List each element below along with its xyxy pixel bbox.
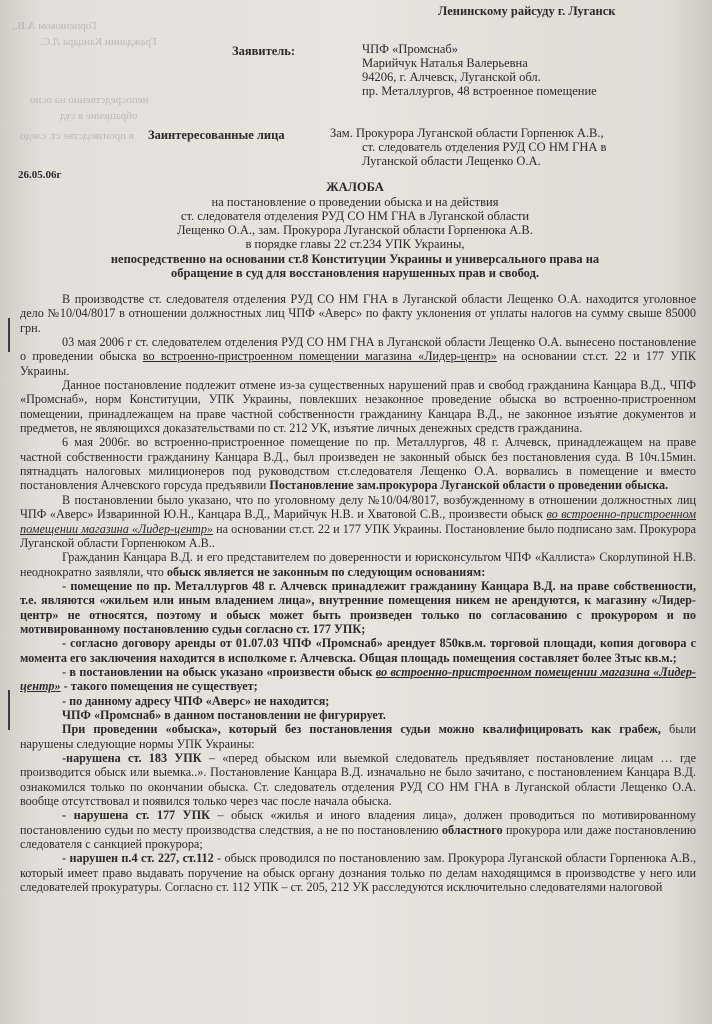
interested-line: Луганской области Лещенко О.А. bbox=[362, 154, 541, 168]
subtitle-bold-line: непосредственно на основании ст.8 Конституции Украины и универсального права на bbox=[110, 252, 600, 266]
paragraph: -нарушена ст. 183 УПК – «перед обыском или выемкой следователь предъявляет постановление лицам … где производится обыск или выемка..». Постановление Канцара В.Д. изначально не было зачитано, с постановлением Канцара В.Д. ознакомился только по окончании обыска. Ст. следователь отделения РУД СО НМ ГНА в Луганской области Лещенко О.А. вообще отсутствовал и появился только через час после начала обыска. bbox=[20, 751, 696, 809]
paragraph: - нарушена ст. 177 УПК – обыск «жилья и иного владения лица», должен проводиться по мотивированному постановлению судьи по месту производства следствия, а не по постановлению областного прокурора или даже постановлению следователя с санкцией прокурора; bbox=[20, 808, 696, 852]
interested-line: ст. следователь отделения РУД СО НМ ГНА в bbox=[362, 140, 607, 154]
subtitle-line: ст. следователя отделения РУД СО НМ ГНА в Луганской области bbox=[180, 209, 530, 223]
applicant-line: пр. Металлургов, 48 встроенное помещение bbox=[362, 84, 597, 98]
margin-mark bbox=[8, 690, 10, 730]
document-date: 26.05.06г bbox=[18, 169, 62, 181]
applicant-line: Марийчук Наталья Валерьевна bbox=[362, 56, 528, 70]
bleed-through-text: Гражданин Канцара Л.С. bbox=[40, 36, 157, 48]
paragraph: В постановлении было указано, что по уголовному делу №10/04/8017, возбужденному в отношении должностных лиц ЧПФ «Аверс» Изваринной Ю.Н., Канцара В.Д., Марийчук Н.В. и Хватовой С.В., произвести обыск во встроенно-пристроенном помещении магазина «Лидер-центр» на основании ст.ст. 22 и 177 УПК Украины. Постановление было подписано зам. Прокурора Луганской области Горпенюком А.В.. bbox=[20, 492, 696, 550]
applicant-line: ЧПФ «Промснаб» bbox=[362, 42, 458, 56]
interested-label: Заинтересованные лица bbox=[148, 128, 285, 142]
subtitle-bold-line: обращение в суд для восстановления нарушенных прав и свобод. bbox=[170, 266, 540, 280]
paragraph: Данное постановление подлежит отмене из-за существенных нарушений прав и свобод гражданина Канцара В.Д., ЧПФ «Промснаб», норм Конституции, УПК Украины, повлекших незаконное проведение обыска во встроенно-пристроенном помещении, принадлежащем на праве частной собственности гражданину Канцара В.Д., не законное изъятие документов и предметов, не являющихся доказательствами по ст. 212 УК, изъятие личных денежных средств гражданина. bbox=[20, 378, 696, 436]
subtitle-line: в порядке главы 22 ст.234 УПК Украины, bbox=[245, 237, 465, 251]
bleed-through-text: в производстве ст. следо bbox=[20, 130, 134, 142]
paragraph: При проведении «обыска», который без постановления судьи можно квалифицировать как грабеж, были нарушены следующие нормы УПК Украины: bbox=[20, 722, 696, 751]
paragraph: - по данному адресу ЧПФ «Аверс» не находится; bbox=[62, 693, 330, 708]
paragraph: ЧПФ «Промснаб» в данном постановлении не фигурирует. bbox=[62, 707, 386, 722]
applicant-label: Заявитель: bbox=[232, 44, 296, 58]
paragraph: В производстве ст. следователя отделения РУД СО НМ ГНА в Луганской области Лещенко О.А. находится уголовное дело №10/04/8017 в отношении должностных лиц ЧПФ «Аверс» по факту уклонения от уплаты налогов на сумму свыше 85000 грн. bbox=[20, 292, 696, 335]
addressee: Ленинскому райсуду г. Луганск bbox=[438, 4, 616, 18]
margin-mark bbox=[8, 318, 10, 352]
bleed-through-text: Горпенюком А.В., bbox=[12, 20, 97, 32]
paragraph: Гражданин Канцара В.Д. и его представителем по доверенности и юрисконсультом ЧПФ «Каллиста» Скорлупиной Н.В. неоднократно заявляли, что обыск является не законным по следующим основаниям: bbox=[20, 550, 696, 579]
bleed-through-text: обращение в суд bbox=[60, 110, 138, 122]
applicant-line: 94206, г. Алчевск, Луганской обл. bbox=[362, 70, 541, 84]
complaint-body bbox=[20, 292, 696, 894]
paragraph: - помещение по пр. Металлургов 48 г. Алчевск принадлежит гражданину Канцара В.Д. на праве собственности, т.е. являются «жильем или иным владением лица», внутренние помещения никем не арендуются, к магазину «Лидер-центр» не относятся, поэтому и обыск может быть произведен только по согласованию с прокурором и по мотивированному постановлению судьи согласно ст. 177 УПК; bbox=[20, 578, 696, 636]
paragraph: 6 мая 2006г. во встроенно-пристроенное помещение по пр. Металлургов, 48 г. Алчевск, принадлежащем на праве частной собственности гражданину Канцара В.Д., был произведен не законный обыск без постановления суда. В 10ч.15мин. пятнадцать налоговых милиционеров под руководством ст.следователя Лещенко О.А. ворвались в помещение и вместо постановления Алчевского горсуда предъявили Постановление зам.прокурора Луганской области о проведении обыска. bbox=[20, 435, 696, 493]
subtitle-line: Лещенко О.А., зам. Прокурора Луганской области Горпенюка А.В. bbox=[177, 223, 533, 237]
paragraph: 03 мая 2006 г ст. следователем отделения РУД СО НМ ГНА в Луганской области Лещенко О.А. вынесено постановление о проведении обыска во встроенно-пристроенном помещении магазина «Лидер-центр» на основании ст.ст. 22 и 177 УПК Украины. bbox=[20, 335, 696, 378]
paragraph: - в постановлении на обыск указано «произвести обыск во встроенно-пристроенном помещении магазина «Лидер-центр» - такого помещения не существует; bbox=[20, 664, 696, 694]
bleed-through-text: непосредственно на осно bbox=[30, 94, 149, 106]
document-title: ЖАЛОБА bbox=[326, 180, 384, 194]
subtitle-line: на постановление о проведении обыска и на действия bbox=[211, 195, 499, 209]
interested-line: Зам. Прокурора Луганской области Горпенюк А.В., bbox=[330, 126, 604, 140]
paragraph: - нарушен п.4 ст. 227, ст.112 - обыск проводился по постановлению зам. Прокурора Луганской области Горпенюка А.В., который имеет право выдавать поручение на обыск органу дознания только по делам находящимся в производстве у него или следователей прокуратуры. Согласно ст. 112 УПК – ст. 205, 212 УК расследуются исключительно следователями налоговой bbox=[20, 851, 696, 895]
paragraph: - согласно договору аренды от 01.07.03 ЧПФ «Промснаб» арендует 850кв.м. торговой площади, копия договора с момента его заключения находится в исполкоме г. Алчевска. Общая площадь помещения составляет более 3тыс кв.м.; bbox=[20, 636, 696, 665]
